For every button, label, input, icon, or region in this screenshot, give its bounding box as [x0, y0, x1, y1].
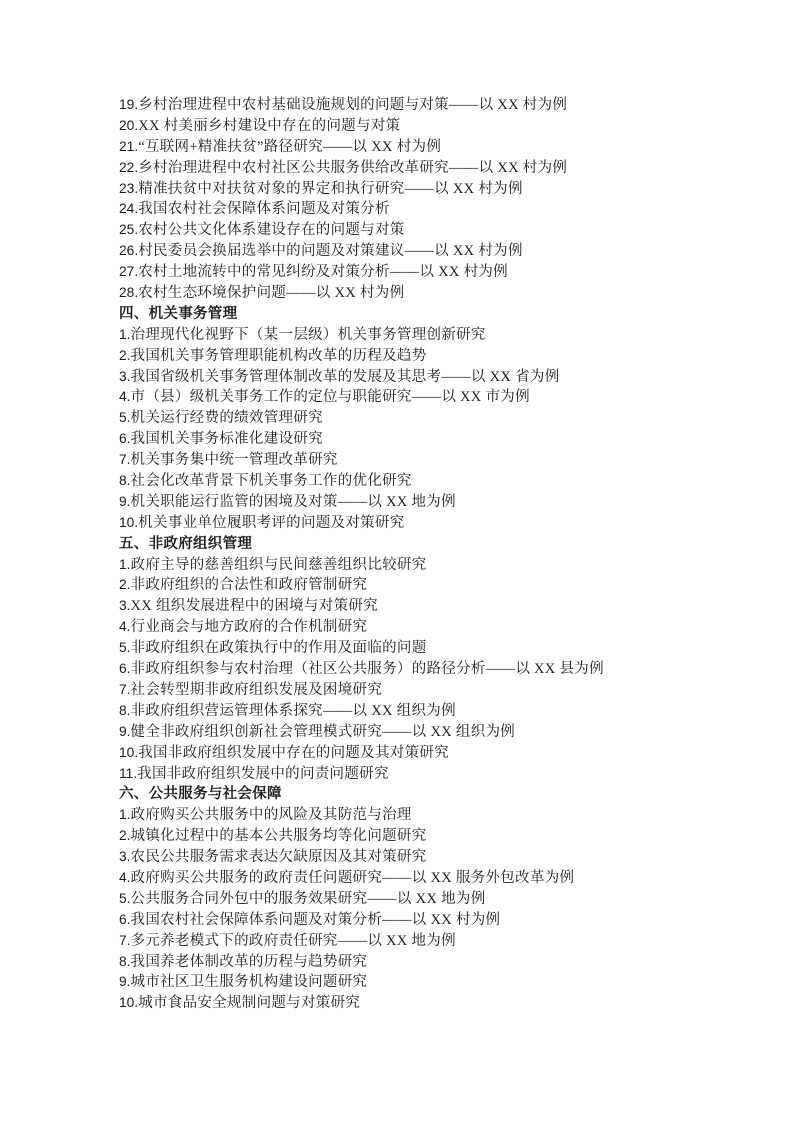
item-text: 多元养老模式下的政府责任研究——以 XX 地为例: [130, 932, 456, 949]
item-number: 20.: [119, 117, 139, 133]
item-number: 4.: [119, 389, 131, 405]
item-number: 6.: [119, 661, 131, 677]
item-number: 1.: [119, 556, 131, 572]
topic-item: [119, 722, 759, 743]
section-heading: 五、非政府组织管理: [119, 535, 253, 552]
item-text: 非政府组织的合法性和政府管制研究: [130, 577, 368, 594]
item-number: 24.: [119, 201, 139, 217]
item-text: 城市社区卫生服务机构建设问题研究: [130, 974, 368, 991]
item-text: XX 村美丽乡村建设中存在的问题与对策: [138, 117, 401, 134]
topic-item: [119, 95, 759, 116]
item-text: 健全非政府组织创新社会管理模式研究——以 XX 组织为例: [130, 723, 516, 740]
item-number: 8.: [119, 702, 131, 718]
item-text: 行业商会与地方政府的合作机制研究: [130, 619, 368, 636]
topic-item: [119, 283, 759, 304]
item-text: 我国非政府组织发展中的问责问题研究: [137, 765, 389, 782]
item-number: 9.: [119, 493, 131, 509]
item-number: 8.: [119, 473, 131, 489]
topic-item: [119, 262, 759, 283]
item-number: 6.: [119, 431, 131, 447]
item-text: 政府购买公共服务中的风险及其防范与治理: [130, 807, 412, 824]
topic-item: [119, 429, 759, 450]
item-number: 11.: [119, 765, 138, 781]
item-number: 8.: [119, 953, 131, 969]
item-number: 9.: [119, 974, 131, 990]
item-text: 乡村治理进程中农村基础设施规划的问题与对策——以 XX 村为例: [138, 97, 568, 113]
item-number: 6.: [119, 911, 131, 927]
item-number: 7.: [119, 932, 131, 948]
item-text: 非政府组织在政策执行中的作用及面临的问题: [130, 640, 427, 657]
item-number: 5.: [119, 890, 131, 906]
topic-item: [119, 555, 759, 576]
item-number: 2.: [119, 828, 131, 844]
item-number: 23.: [119, 180, 139, 196]
item-number: 5.: [119, 640, 131, 656]
item-text: 精准扶贫中对扶贫对象的界定和执行研究——以 XX 村为例: [138, 180, 523, 197]
item-text: 农村土地流转中的常见纠纷及对策分析——以 XX 村为例: [138, 264, 508, 281]
item-text: “互联网+精准扶贫”路径研究——以 XX 村为例: [138, 138, 442, 155]
topic-item: [119, 137, 759, 158]
item-number: 3.: [119, 368, 131, 384]
topic-item: [119, 910, 759, 931]
item-text: 机关职能运行监管的困境及对策——以 XX 地为例: [130, 493, 456, 510]
item-number: 28.: [119, 285, 139, 301]
topic-item: [119, 575, 759, 596]
item-number: 22.: [119, 159, 139, 175]
item-text: 乡村治理进程中农村社区公共服务供给改革研究——以 XX 村为例: [138, 159, 568, 176]
topic-item: [119, 387, 759, 408]
topic-item: [119, 346, 759, 367]
item-text: 我国机关事务管理职能机构改革的历程及趋势: [130, 347, 427, 364]
topic-item: [119, 847, 759, 868]
item-number: 19.: [119, 97, 139, 112]
item-text: 机关事务集中统一管理改革研究: [130, 452, 338, 469]
topic-item: [119, 116, 759, 137]
topic-item: [119, 931, 759, 952]
item-text: 我国农村社会保障体系问题及对策分析: [138, 201, 390, 218]
item-text: 我国省级机关事务管理体制改革的发展及其思考——以 XX 省为例: [130, 368, 560, 385]
topic-item: [119, 220, 759, 241]
item-text: 政府购买公共服务的政府责任问题研究——以 XX 服务外包改革为例: [130, 869, 575, 886]
item-number: 4.: [119, 619, 131, 635]
item-number: 10.: [119, 995, 139, 1011]
topic-item: [119, 158, 759, 179]
item-number: 25.: [119, 222, 139, 238]
item-text: 治理现代化视野下（某一层级）机关事务管理创新研究: [130, 326, 486, 343]
topic-item: [119, 241, 759, 262]
topic-item: [119, 805, 759, 826]
item-number: 5.: [119, 410, 131, 426]
topic-item: [119, 617, 759, 638]
item-text: 社会转型期非政府组织发展及困境研究: [130, 681, 383, 698]
topic-item: [119, 325, 759, 346]
item-text: XX 组织发展进程中的困境与对策研究: [130, 598, 378, 615]
topic-item: [119, 972, 759, 993]
topic-item: [119, 492, 759, 513]
item-number: 3.: [119, 598, 131, 614]
item-text: 农民公共服务需求表达欠缺原因及其对策研究: [130, 849, 427, 866]
item-number: 21.: [119, 138, 139, 154]
item-number: 2.: [119, 347, 131, 363]
item-number: 7.: [119, 681, 131, 697]
topic-item: [119, 868, 759, 889]
item-number: 1.: [119, 807, 131, 823]
topic-item: [119, 367, 759, 388]
topic-item: [119, 764, 759, 785]
topic-item: [119, 513, 759, 534]
item-number: 10.: [119, 514, 139, 530]
item-number: 4.: [119, 869, 131, 885]
topic-item: [119, 450, 759, 471]
topic-item: [119, 889, 759, 910]
item-text: 农村公共文化体系建设存在的问题与对策: [138, 222, 405, 239]
item-text: 我国机关事务标准化建设研究: [130, 431, 323, 448]
topic-item: [119, 638, 759, 659]
item-number: 3.: [119, 849, 131, 865]
topic-item: [119, 701, 759, 722]
topic-item: [119, 471, 759, 492]
item-text: 机关运行经费的绩效管理研究: [130, 410, 323, 427]
topic-item: [119, 659, 759, 680]
item-text: 市（县）级机关事务工作的定位与职能研究——以 XX 市为例: [130, 389, 530, 406]
topic-item: [119, 199, 759, 220]
topic-item: [119, 952, 759, 973]
item-text: 村民委员会换届选举中的问题及对策建议——以 XX 村为例: [138, 243, 523, 260]
item-text: 机关事业单位履职考评的问题及对策研究: [138, 514, 405, 531]
section-heading: 四、机关事务管理: [119, 305, 238, 322]
topic-item: [119, 826, 759, 847]
item-text: 非政府组织参与农村治理（社区公共服务）的路径分析——以 XX 县为例: [130, 661, 604, 678]
section-heading: 六、公共服务与社会保障: [119, 786, 282, 803]
item-number: 10.: [119, 744, 139, 760]
topic-item: [119, 179, 759, 200]
topic-item: [119, 680, 759, 701]
item-number: 9.: [119, 723, 131, 739]
item-text: 农村生态环境保护问题——以 XX 村为例: [138, 285, 405, 302]
item-text: 非政府组织营运管理体系探究——以 XX 组织为例: [130, 702, 456, 719]
item-text: 我国农村社会保障体系问题及对策分析——以 XX 村为例: [130, 911, 501, 928]
item-number: 27.: [119, 264, 139, 280]
item-text: 社会化改革背景下机关事务工作的优化研究: [130, 473, 412, 490]
item-text: 我国养老体制改革的历程与趋势研究: [130, 953, 368, 970]
topic-item: [119, 596, 759, 617]
item-number: 2.: [119, 577, 131, 593]
item-number: 7.: [119, 452, 131, 468]
topic-item: [119, 408, 759, 429]
document-content: [119, 95, 759, 1014]
item-number: 1.: [119, 326, 131, 342]
item-number: 26.: [119, 243, 139, 259]
item-text: 我国非政府组织发展中存在的问题及其对策研究: [138, 744, 449, 761]
item-text: 城镇化过程中的基本公共服务均等化问题研究: [130, 828, 427, 845]
item-text: 城市食品安全规制问题与对策研究: [138, 995, 361, 1012]
item-text: 政府主导的慈善组织与民间慈善组织比较研究: [130, 556, 427, 573]
topic-item: [119, 993, 759, 1014]
item-text: 公共服务合同外包中的服务效果研究——以 XX 地为例: [130, 890, 486, 907]
topic-item: [119, 743, 759, 764]
